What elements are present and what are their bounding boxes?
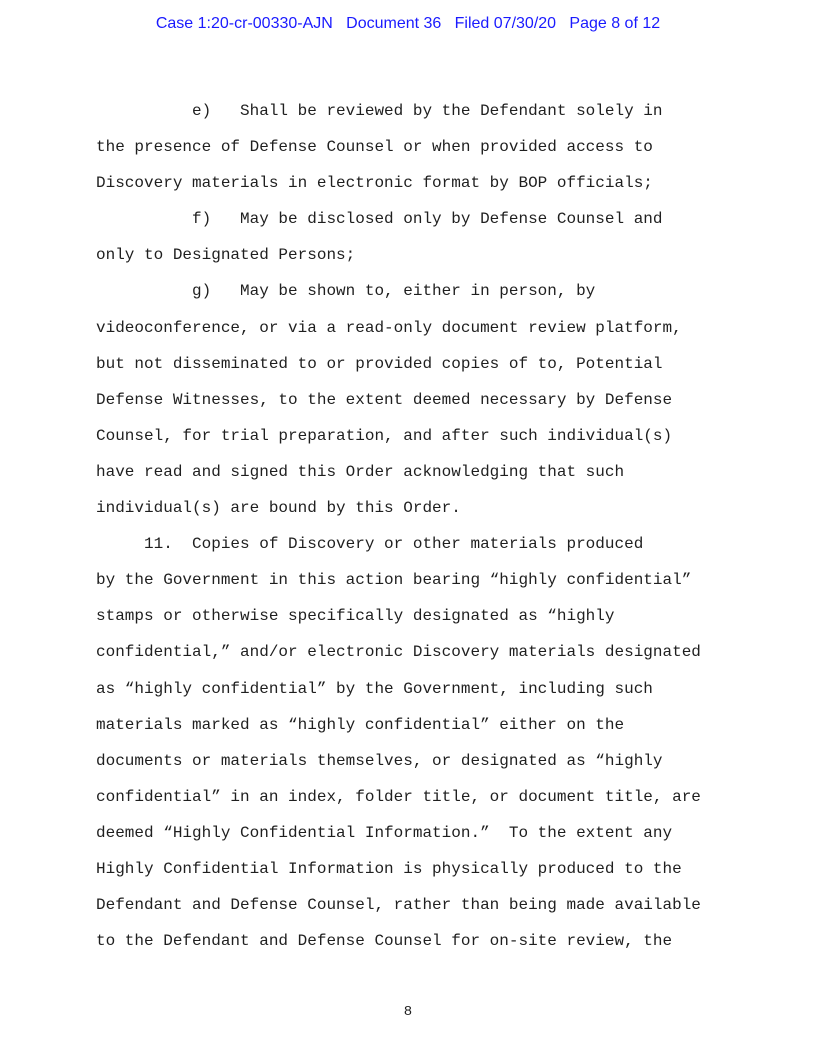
text-line: Counsel, for trial preparation, and after such individual(s): [96, 426, 673, 445]
text-line: materials marked as “highly confidential” either on the: [96, 715, 625, 734]
text-line: Defense Witnesses, to the extent deemed necessary by Defense: [96, 390, 673, 409]
text-line: documents or materials themselves, or designated as “highly: [96, 751, 663, 770]
text-line: Defendant and Defense Counsel, rather than being made available: [96, 896, 701, 915]
document-body: [96, 93, 736, 959]
case-header: Case 1:20-cr-00330-AJN Document 36 Filed 07/30/20 Page 8 of 12: [155, 15, 661, 32]
paragraph-g: [96, 273, 736, 526]
text-line: only to Designated Persons;: [96, 246, 356, 265]
text-line: to the Defendant and Defense Counsel for on-site review, the: [96, 932, 673, 951]
text-line: f) May be disclosed only by Defense Counsel and: [96, 210, 663, 229]
text-line: Discovery materials in electronic format by BOP officials;: [96, 174, 653, 193]
text-line: e) Shall be reviewed by the Defendant solely in: [96, 102, 663, 120]
text-line: the presence of Defense Counsel or when provided access to: [96, 138, 653, 157]
text-line: but not disseminated to or provided copies of to, Potential: [96, 354, 663, 373]
text-line: stamps or otherwise specifically designated as “highly: [96, 607, 615, 626]
paragraph-11: [96, 526, 736, 959]
text-line: videoconference, or via a read-only document review platform,: [96, 318, 682, 337]
text-line: confidential,” and/or electronic Discovery materials designated: [96, 643, 701, 662]
text-line: individual(s) are bound by this Order.: [96, 499, 461, 518]
page-number: 8: [403, 1004, 413, 1020]
paragraph-f: [96, 201, 736, 273]
text-line: deemed “Highly Confidential Information.” To the extent any: [96, 823, 673, 842]
text-line: Highly Confidential Information is physically produced to the: [96, 859, 682, 878]
text-line: as “highly confidential” by the Government, including such: [96, 679, 653, 698]
text-line: 11. Copies of Discovery or other materials produced: [96, 535, 644, 554]
text-line: by the Government in this action bearing “highly confidential”: [96, 571, 692, 590]
text-line: g) May be shown to, either in person, by: [96, 282, 596, 301]
text-line: have read and signed this Order acknowledging that such: [96, 462, 625, 481]
paragraph-e: [96, 93, 736, 201]
text-line: confidential” in an index, folder title, or document title, are: [96, 787, 701, 806]
